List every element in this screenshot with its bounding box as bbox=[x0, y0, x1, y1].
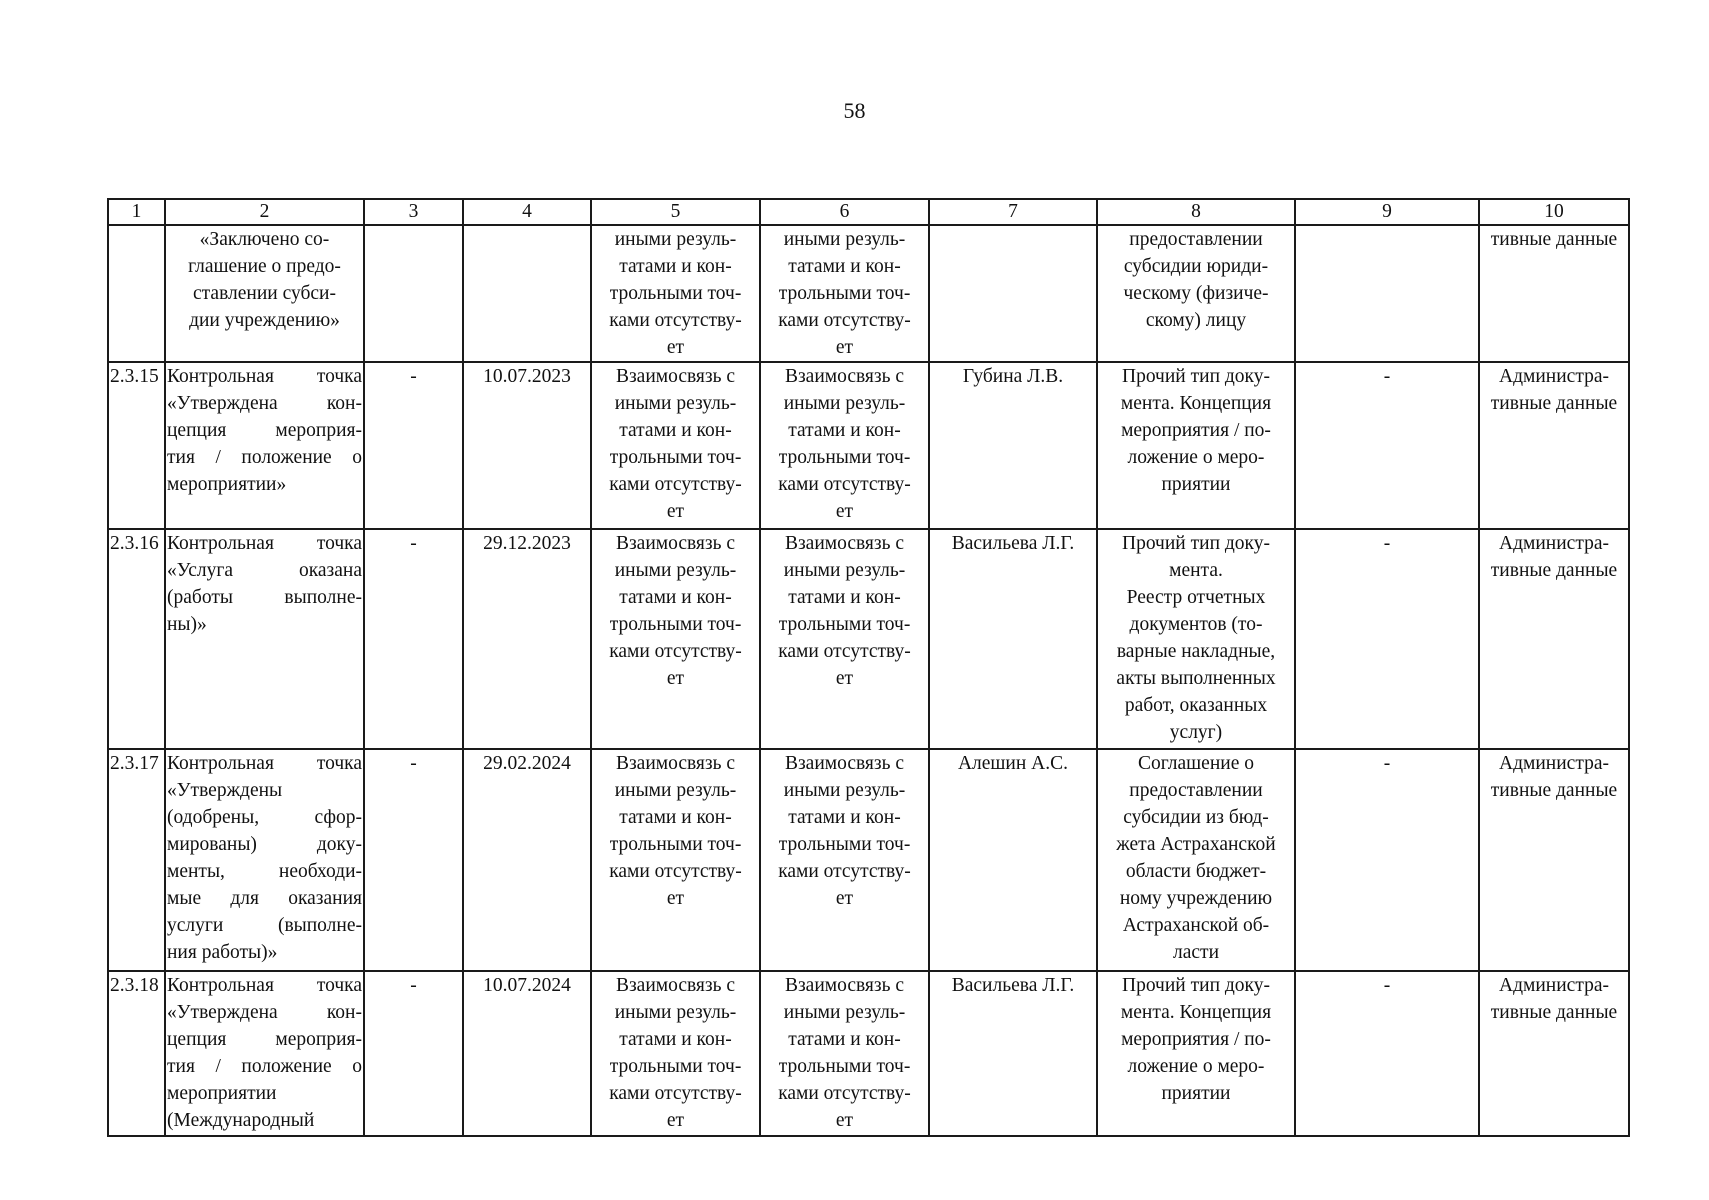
col3-cell bbox=[364, 971, 463, 1136]
relationship-line: ет bbox=[835, 668, 854, 689]
table-row bbox=[108, 362, 1629, 529]
relationship-line: татами и кон- bbox=[788, 587, 901, 608]
control-point-name-line: ны)» bbox=[167, 614, 207, 635]
date-value: 10.07.2024 bbox=[483, 975, 571, 996]
control-points-table bbox=[107, 198, 1630, 1137]
table-header-row bbox=[108, 199, 1629, 225]
document-type-line: ческому (физиче- bbox=[1123, 283, 1269, 304]
relationship-line: татами и кон- bbox=[619, 256, 732, 277]
relationship-line: иными резуль- bbox=[783, 229, 906, 250]
control-point-name-cell bbox=[165, 971, 364, 1136]
relationship-line: трольными точ- bbox=[609, 614, 742, 635]
date-value: 29.02.2024 bbox=[483, 753, 571, 774]
relationship-line: Взаимосвязь с bbox=[784, 975, 905, 996]
information-system-line: тивные данные bbox=[1490, 393, 1618, 414]
relationship-line: иными резуль- bbox=[614, 393, 737, 414]
document-type-line: варные накладные, bbox=[1116, 641, 1276, 662]
relationship-line: трольными точ- bbox=[778, 447, 911, 468]
row-number-cell bbox=[108, 749, 165, 971]
information-system-cell bbox=[1479, 749, 1629, 971]
control-point-name-cell bbox=[165, 529, 364, 749]
col9-value: - bbox=[1383, 975, 1391, 996]
relationship-line: ет bbox=[835, 1110, 854, 1131]
table-row bbox=[108, 225, 1629, 362]
document-type-line: работ, оказанных bbox=[1124, 695, 1268, 716]
document-type-line: Соглашение о bbox=[1138, 753, 1254, 774]
document-type-line: предоставлении bbox=[1129, 780, 1263, 801]
relationship-line: иными резуль- bbox=[614, 1002, 737, 1023]
control-point-name-line: мые для оказания bbox=[167, 888, 362, 909]
relationship-cell bbox=[591, 225, 760, 362]
document-type-cell bbox=[1097, 225, 1295, 362]
information-system-cell bbox=[1479, 529, 1629, 749]
responsible-person: Алешин А.С. bbox=[957, 753, 1069, 774]
col9-value: - bbox=[1383, 533, 1391, 554]
row-number-cell bbox=[108, 362, 165, 529]
information-system-line: Администра- bbox=[1499, 533, 1609, 554]
control-point-name-line: ния работы)» bbox=[167, 942, 278, 963]
information-system-line: Администра- bbox=[1499, 366, 1609, 387]
relationship-cell bbox=[591, 749, 760, 971]
relationship-line: Взаимосвязь с bbox=[784, 366, 905, 387]
document-type-line: жета Астраханской bbox=[1116, 834, 1276, 855]
column-header: 7 bbox=[929, 199, 1097, 225]
control-point-name-cell bbox=[165, 225, 364, 362]
information-system-cell bbox=[1479, 225, 1629, 362]
information-system-line: Администра- bbox=[1499, 753, 1609, 774]
relationship-line: татами и кон- bbox=[788, 256, 901, 277]
column-header: 4 bbox=[463, 199, 591, 225]
row-number-cell bbox=[108, 529, 165, 749]
column-header: 10 bbox=[1479, 199, 1629, 225]
relationship-line: татами и кон- bbox=[788, 807, 901, 828]
control-point-name-line: «Утверждена кон- bbox=[167, 1002, 362, 1023]
control-point-name-line: мированы) доку- bbox=[167, 834, 362, 855]
date-cell bbox=[463, 749, 591, 971]
control-point-name-cell bbox=[165, 362, 364, 529]
relationship-cell bbox=[591, 971, 760, 1136]
information-system-line: тивные данные bbox=[1490, 1002, 1618, 1023]
col3-value: - bbox=[410, 366, 417, 387]
information-system-line: тивные данные bbox=[1490, 780, 1618, 801]
control-point-name-line: Контрольная точка bbox=[167, 753, 362, 774]
control-point-name-line: Контрольная точка bbox=[167, 533, 362, 554]
col3-value: - bbox=[410, 533, 417, 554]
information-system-line: тивные данные bbox=[1490, 560, 1618, 581]
relationship-line: ками отсутству- bbox=[778, 861, 911, 882]
control-point-name-line: услуги (выполне- bbox=[167, 915, 362, 936]
document-type-line: предоставлении bbox=[1129, 229, 1263, 250]
information-system-cell bbox=[1479, 362, 1629, 529]
relationship-cell bbox=[760, 225, 929, 362]
table-row bbox=[108, 749, 1629, 971]
document-type-line: ному учреждению bbox=[1119, 888, 1273, 909]
relationship-line: татами и кон- bbox=[788, 420, 901, 441]
document-type-cell bbox=[1097, 749, 1295, 971]
document-type-line: Прочий тип доку- bbox=[1121, 975, 1270, 996]
document-type-line: ласти bbox=[1173, 942, 1219, 963]
responsible-cell bbox=[929, 529, 1097, 749]
col3-cell bbox=[364, 529, 463, 749]
relationship-cell bbox=[760, 749, 929, 971]
relationship-cell bbox=[591, 362, 760, 529]
document-type-line: скому) лицу bbox=[1145, 310, 1247, 331]
relationship-line: ками отсутству- bbox=[609, 861, 742, 882]
document-type-line: субсидии из бюд- bbox=[1123, 807, 1269, 828]
document-type-line: ложение о меро- bbox=[1127, 1056, 1265, 1077]
relationship-line: иными резуль- bbox=[783, 393, 906, 414]
responsible-cell bbox=[929, 971, 1097, 1136]
control-point-name-line: Контрольная точка bbox=[167, 366, 362, 387]
responsible-person: Васильева Л.Г. bbox=[951, 975, 1075, 996]
document-type-line: услуг) bbox=[1169, 722, 1223, 743]
relationship-line: иными резуль- bbox=[783, 1002, 906, 1023]
relationship-line: татами и кон- bbox=[619, 1029, 732, 1050]
date-cell bbox=[463, 362, 591, 529]
relationship-line: ет bbox=[835, 888, 854, 909]
document-type-cell bbox=[1097, 529, 1295, 749]
relationship-line: иными резуль- bbox=[614, 560, 737, 581]
row-number: 2.3.16 bbox=[110, 533, 159, 554]
document-type-line: области бюджет- bbox=[1125, 861, 1267, 882]
document-type-line: мента. Концепция bbox=[1120, 1002, 1272, 1023]
relationship-line: ками отсутству- bbox=[778, 310, 911, 331]
relationship-line: Взаимосвязь с bbox=[615, 975, 736, 996]
column-header: 6 bbox=[760, 199, 929, 225]
row-number: 2.3.18 bbox=[110, 975, 159, 996]
column-header: 3 bbox=[364, 199, 463, 225]
control-point-name-line: цепция мероприя- bbox=[167, 420, 362, 441]
col9-cell bbox=[1295, 971, 1479, 1136]
col3-cell bbox=[364, 225, 463, 362]
table-row bbox=[108, 971, 1629, 1136]
relationship-line: ет bbox=[666, 668, 685, 689]
relationship-line: трольными точ- bbox=[778, 1056, 911, 1077]
relationship-cell bbox=[760, 971, 929, 1136]
control-point-name-line: (работы выполне- bbox=[167, 587, 362, 608]
document-type-cell bbox=[1097, 971, 1295, 1136]
responsible-person: Васильева Л.Г. bbox=[951, 533, 1075, 554]
document-type-line: мента. bbox=[1169, 560, 1223, 581]
document-type-line: ложение о меро- bbox=[1127, 447, 1265, 468]
control-point-name-line: «Утверждены bbox=[167, 780, 283, 801]
column-header: 2 bbox=[165, 199, 364, 225]
responsible-cell bbox=[929, 749, 1097, 971]
control-point-name-line: Контрольная точка bbox=[167, 975, 362, 996]
document-type-line: Реестр отчетных bbox=[1126, 587, 1266, 608]
relationship-cell bbox=[760, 362, 929, 529]
relationship-line: трольными точ- bbox=[609, 1056, 742, 1077]
col9-cell bbox=[1295, 529, 1479, 749]
col3-cell bbox=[364, 749, 463, 971]
information-system-line: тивные данные bbox=[1490, 229, 1618, 250]
relationship-cell bbox=[591, 529, 760, 749]
row-number-cell bbox=[108, 971, 165, 1136]
relationship-line: ками отсутству- bbox=[609, 474, 742, 495]
col9-value: - bbox=[1383, 753, 1391, 774]
document-type-line: документов (то- bbox=[1129, 614, 1263, 635]
relationship-line: трольными точ- bbox=[778, 614, 911, 635]
relationship-line: Взаимосвязь с bbox=[615, 753, 736, 774]
relationship-line: ками отсутству- bbox=[609, 310, 742, 331]
relationship-line: Взаимосвязь с bbox=[615, 366, 736, 387]
control-point-name-line: (одобрены, сфор- bbox=[167, 807, 362, 828]
responsible-cell bbox=[929, 362, 1097, 529]
page-number: 58 bbox=[843, 98, 866, 123]
relationship-line: ет bbox=[666, 888, 685, 909]
control-point-name-line: тия / положение о bbox=[167, 447, 362, 468]
relationship-line: ками отсутству- bbox=[609, 1083, 742, 1104]
document-type-line: приятии bbox=[1161, 1083, 1231, 1104]
row-number: 2.3.17 bbox=[110, 753, 159, 774]
document-type-line: Прочий тип доку- bbox=[1121, 366, 1270, 387]
date-cell bbox=[463, 529, 591, 749]
relationship-line: ками отсутству- bbox=[778, 641, 911, 662]
relationship-line: ками отсутству- bbox=[778, 1083, 911, 1104]
row-number: 2.3.15 bbox=[110, 366, 159, 387]
column-header: 1 bbox=[108, 199, 165, 225]
control-point-name-line: ставлении субси- bbox=[193, 283, 336, 304]
date-value: 10.07.2023 bbox=[483, 366, 571, 387]
control-point-name-line: дии учреждению» bbox=[189, 310, 340, 331]
relationship-line: Взаимосвязь с bbox=[615, 533, 736, 554]
relationship-line: татами и кон- bbox=[788, 1029, 901, 1050]
document-type-line: приятии bbox=[1161, 474, 1231, 495]
document-type-line: мероприятия / по- bbox=[1121, 1029, 1271, 1050]
relationship-line: Взаимосвязь с bbox=[784, 753, 905, 774]
document-type-line: Прочий тип доку- bbox=[1121, 533, 1270, 554]
relationship-line: ками отсутству- bbox=[778, 474, 911, 495]
relationship-line: ет bbox=[666, 501, 685, 522]
control-point-name-line: глашение о предо- bbox=[188, 256, 341, 277]
information-system-cell bbox=[1479, 971, 1629, 1136]
control-point-name-line: мероприятии bbox=[167, 1083, 277, 1104]
relationship-line: иными резуль- bbox=[783, 560, 906, 581]
control-point-name-cell bbox=[165, 749, 364, 971]
control-point-name-line: менты, необходи- bbox=[167, 861, 362, 882]
responsible-person: Губина Л.В. bbox=[962, 366, 1064, 387]
document-type-line: субсидии юриди- bbox=[1123, 256, 1269, 277]
relationship-line: ет bbox=[666, 337, 685, 358]
relationship-line: татами и кон- bbox=[619, 587, 732, 608]
col3-cell bbox=[364, 362, 463, 529]
document-type-line: Астраханской об- bbox=[1122, 915, 1270, 936]
col9-cell bbox=[1295, 749, 1479, 971]
date-cell bbox=[463, 225, 591, 362]
date-value: 29.12.2023 bbox=[483, 533, 571, 554]
control-point-name-line: мероприятии» bbox=[167, 474, 287, 495]
relationship-line: Взаимосвязь с bbox=[784, 533, 905, 554]
relationship-line: татами и кон- bbox=[619, 807, 732, 828]
relationship-cell bbox=[760, 529, 929, 749]
date-cell bbox=[463, 971, 591, 1136]
document-type-line: мероприятия / по- bbox=[1121, 420, 1271, 441]
col3-value: - bbox=[410, 975, 417, 996]
control-point-name-line: «Утверждена кон- bbox=[167, 393, 362, 414]
relationship-line: ками отсутству- bbox=[609, 641, 742, 662]
relationship-line: трольными точ- bbox=[778, 283, 911, 304]
relationship-line: трольными точ- bbox=[778, 834, 911, 855]
table-row bbox=[108, 529, 1629, 749]
relationship-line: трольными точ- bbox=[609, 834, 742, 855]
responsible-cell bbox=[929, 225, 1097, 362]
col9-cell bbox=[1295, 225, 1479, 362]
control-point-name-line: (Международный bbox=[167, 1110, 315, 1131]
column-header: 8 bbox=[1097, 199, 1295, 225]
row-number-cell bbox=[108, 225, 165, 362]
document-type-line: акты выполненных bbox=[1116, 668, 1276, 689]
relationship-line: ет bbox=[666, 1110, 685, 1131]
relationship-line: ет bbox=[835, 501, 854, 522]
control-point-name-line: цепция мероприя- bbox=[167, 1029, 362, 1050]
column-header: 5 bbox=[591, 199, 760, 225]
document-type-line: мента. Концепция bbox=[1120, 393, 1272, 414]
relationship-line: иными резуль- bbox=[783, 780, 906, 801]
relationship-line: трольными точ- bbox=[609, 283, 742, 304]
document-type-cell bbox=[1097, 362, 1295, 529]
col9-value: - bbox=[1383, 366, 1391, 387]
relationship-line: иными резуль- bbox=[614, 229, 737, 250]
column-header: 9 bbox=[1295, 199, 1479, 225]
control-point-name-line: тия / положение о bbox=[167, 1056, 362, 1077]
information-system-line: Администра- bbox=[1499, 975, 1609, 996]
relationship-line: татами и кон- bbox=[619, 420, 732, 441]
col9-cell bbox=[1295, 362, 1479, 529]
relationship-line: трольными точ- bbox=[609, 447, 742, 468]
control-point-name-line: «Заключено со- bbox=[199, 229, 330, 250]
relationship-line: ет bbox=[835, 337, 854, 358]
control-point-name-line: «Услуга оказана bbox=[167, 560, 362, 581]
col3-value: - bbox=[410, 753, 417, 774]
relationship-line: иными резуль- bbox=[614, 780, 737, 801]
